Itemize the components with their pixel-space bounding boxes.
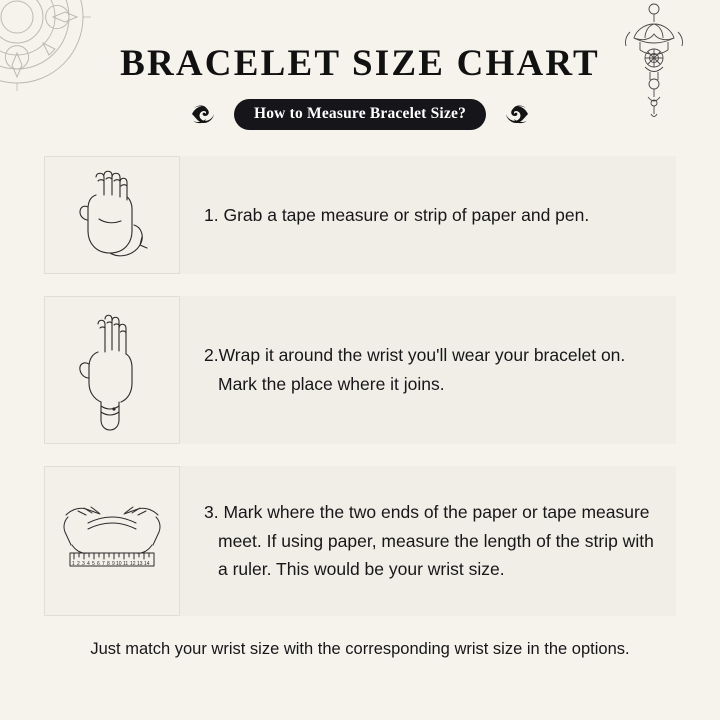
fist-hand-with-tape-icon <box>52 161 172 269</box>
step-1-figure <box>44 156 180 274</box>
step-2-label: 2.Wrap it around the wrist you'll wear your bracelet on. Mark the place where it joins. <box>204 345 626 394</box>
header <box>0 0 720 130</box>
svg-text:1: 1 <box>72 560 75 567</box>
step-2-text <box>180 296 676 444</box>
svg-text:14: 14 <box>144 560 150 567</box>
svg-text:2: 2 <box>77 560 80 567</box>
subtitle-pill: How to Measure Bracelet Size? <box>234 99 486 130</box>
svg-text:5: 5 <box>92 560 95 567</box>
list-item <box>44 156 676 274</box>
step-3-figure <box>44 466 180 616</box>
page-title: BRACELET SIZE CHART <box>120 43 600 84</box>
list-item <box>44 296 676 444</box>
footer-note: Just match your wrist size with the corresponding wrist size in the options. <box>90 639 630 658</box>
svg-text:7: 7 <box>102 560 105 567</box>
flourish-right-icon <box>496 101 530 127</box>
step-3-text <box>180 466 676 616</box>
svg-text:10: 10 <box>116 560 122 567</box>
svg-text:11: 11 <box>123 560 129 567</box>
subtitle-row <box>0 99 720 130</box>
svg-text:9: 9 <box>112 560 115 567</box>
hand-with-wrist-tape-icon <box>52 306 172 434</box>
step-3-label: 3. Mark where the two ends of the paper or tape measure meet. If using paper, measure the length of the strip with a ruler. This would be your wrist size. <box>204 502 654 579</box>
svg-text:12: 12 <box>130 560 136 567</box>
svg-text:3: 3 <box>82 560 85 567</box>
svg-text:13: 13 <box>137 560 143 567</box>
step-1-text <box>180 156 676 274</box>
svg-text:8: 8 <box>107 560 110 567</box>
list-item <box>44 466 676 616</box>
step-1-label: 1. Grab a tape measure or strip of paper and pen. <box>204 204 590 225</box>
svg-text:6: 6 <box>97 560 100 567</box>
svg-text:4: 4 <box>87 560 90 567</box>
steps-list <box>0 156 720 616</box>
hands-measuring-ruler-icon <box>48 481 176 601</box>
step-2-figure <box>44 296 180 444</box>
flourish-left-icon <box>190 101 224 127</box>
